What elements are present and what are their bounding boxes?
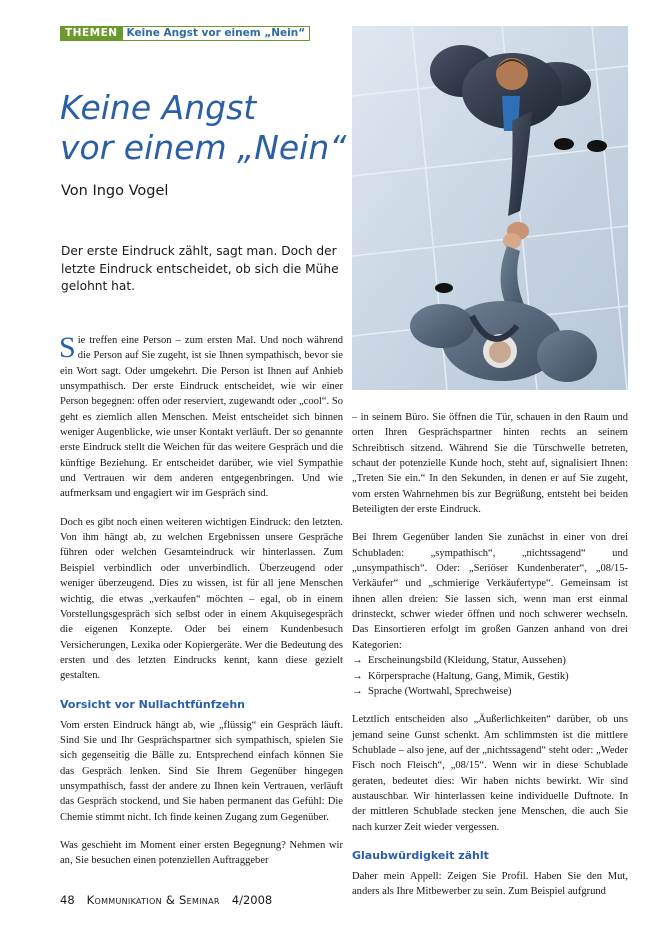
paragraph-text: ie treffen eine Person – zum ersten Mal. Und noch während die Person auf Sie zugeht, ist sie Ihnen sympathisch, bevor sie ein Wort sagt. Oder umgekehrt. Die Person ist Ihnen auf Anhieb unsympathisch. Der erste Eindruck entscheidet, wie wir einer Person begegnen: offen oder reserviert, zugewandt oder „cool“. So geht es ziemlich allen Menschen. Meist entscheidet sich binnen weniger Augenblicke, wie unser Kontakt verläuft. Der so genannte erste Eindruck stellt die Weichen für das weitere Gespräch und die künftige Beziehung. Er entscheidet darüber, wie viel Sympathie und Vertrauen wir dem anderen entgegenbringen. Und wie aufmerksam und engagiert wir im Gespräch sind. xyxy=(60,335,343,500)
drop-cap: S xyxy=(59,331,76,364)
handshake-illustration xyxy=(352,26,628,390)
title-line-2: vor einem „Nein“ xyxy=(60,128,347,167)
list-item: → Erscheinungsbild (Kleidung, Statur, Aussehen) xyxy=(352,653,628,668)
title-line-1: Keine Angst xyxy=(60,88,257,127)
arrow-icon: → xyxy=(352,655,363,667)
list-item: → Körpersprache (Haltung, Gang, Mimik, Gestik) xyxy=(352,669,628,684)
paragraph: Daher mein Appell: Zeigen Sie Profil. Haben Sie den Mut, anders als Ihre Mitbewerber zu sein. Zum Beispiel aufgrund xyxy=(352,870,628,898)
arrow-icon: → xyxy=(352,685,363,697)
subheading: Glaubwürdigkeit zählt xyxy=(352,848,489,862)
article-title xyxy=(60,88,350,168)
paragraph: Was geschieht im Moment einer ersten Begegnung? Nehmen wir an, Sie besuchen einen potenziellen Auftraggeber xyxy=(60,839,343,867)
issue-number: 4/2008 xyxy=(231,893,273,907)
section-tag xyxy=(60,26,310,41)
arrow-icon: → xyxy=(352,670,363,682)
paragraph xyxy=(60,333,343,502)
paragraph: Bei Ihrem Gegenüber landen Sie zunächst in einer von drei Schubladen: „sympathisch“, „nichtssagend“ und „unsympathisch“. Oder: „Seriöser Kundenberater“, „08/15-Verkäufer“ und „schmierige Verkäufertype“. Gemeinsam ist ihnen allen dreien: Sie lassen sich, wenn man erst einmal drinsteckt, schwer wieder öffnen und noch schwerer wechseln. Das Einsortieren erfolgt im großen Ganzen anhand von drei Kategorien: xyxy=(352,532,628,651)
page-footer xyxy=(60,893,272,907)
section-topic: Keine Angst vor einem „Nein“ xyxy=(123,26,311,41)
paragraph: Vom ersten Eindruck hängt ab, wie „flüssig“ ein Gespräch läuft. Sind Sie und Ihr Gesprächspartner sich sympathisch, spielen Sie sich gegenseitig die Bälle zu. Entsprechend einfach können Sie das Gespräch lenken. Sind Sie Ihrem Gegenüber hingegen unsympathisch, fasst der andere zu Ihnen kein Vertrauen, verläuft das Gespräch stockend, und Sie haben permanent das Gefühl: Die Chemie stimmt nicht. Ich finde keinen Zugang zum Gegenüber. xyxy=(60,719,343,823)
paragraph: Letztlich entscheiden also „Äußerlichkeiten“ darüber, ob uns jemand seine Gunst schenkt. Am schlimmsten ist die mittlere Schublade – also jene, auf der „nichtssagend“ steht oder: „Weder Fisch noch Fleisch“, „08/15“. Wenn wir in diese Schublade geraten, bedeutet dies: Wir haben nichts bewirkt. Wir sind austauschbar. Wir hinterlassen keine individuelle Duftnote. In der mittleren Schublade stecken jene Menschen, die auch Sie nach kurzer Zeit wieder vergessen. xyxy=(352,714,628,833)
byline: Von Ingo Vogel xyxy=(61,183,169,199)
page-number: 48 xyxy=(60,893,75,907)
section-label: THEMEN xyxy=(60,26,123,41)
paragraph: Doch es gibt noch einen weiteren wichtigen Eindruck: den letzten. Von ihm hängt ab, zu welchen Ergebnissen unsere Gespräche führen oder welchen Gesamteindruck wir hinterlassen. Zum Beispiel verbindlich oder unverbindlich. Überzeugend oder weniger überzeugend. Dies zu wissen, ist für all jene Menschen wichtig, die etwas „verkaufen“ möchten – egal, ob in einem Vorstellungsgespräch sich selbst oder in einem Akquisegespräch die eigenen Konzepte. Oder bei einem Kundenbesuch Versicherungen, Lexika oder Kopiergeräte. Wer die Bedeutung des ersten und des letzten Eindrucks kennt, kann diese gezielt gestalten. xyxy=(60,516,343,682)
handshake-photo xyxy=(352,26,628,390)
paragraph: – in seinem Büro. Sie öffnen die Tür, schauen in den Raum und orten Ihren Gesprächspartner hinten rechts an seinem Schreibtisch sitzend. Während Sie die Türschwelle betreten, schaut der potenzielle Kunde hoch, steht auf, signalisiert Ihnen: „Treten Sie ein.“ In den Sekunden, in denen er auf Sie zugeht, vom ersten Wahrnehmen bis zur Begrüßung, entsteht bei beiden Beteiligten der erste Eindruck. xyxy=(352,412,628,516)
lead-paragraph: Der erste Eindruck zählt, sagt man. Doch der letzte Eindruck entscheidet, ob sich die Mühe gelohnt hat. xyxy=(61,244,339,293)
subheading: Vorsicht vor Nullachtfünfzehn xyxy=(60,697,246,711)
column-right xyxy=(352,410,628,900)
column-left xyxy=(60,333,343,869)
magazine-name: Kommunikation & Seminar xyxy=(86,893,220,907)
category-list xyxy=(352,653,628,699)
list-item: → Sprache (Wortwahl, Sprechweise) xyxy=(352,684,628,699)
